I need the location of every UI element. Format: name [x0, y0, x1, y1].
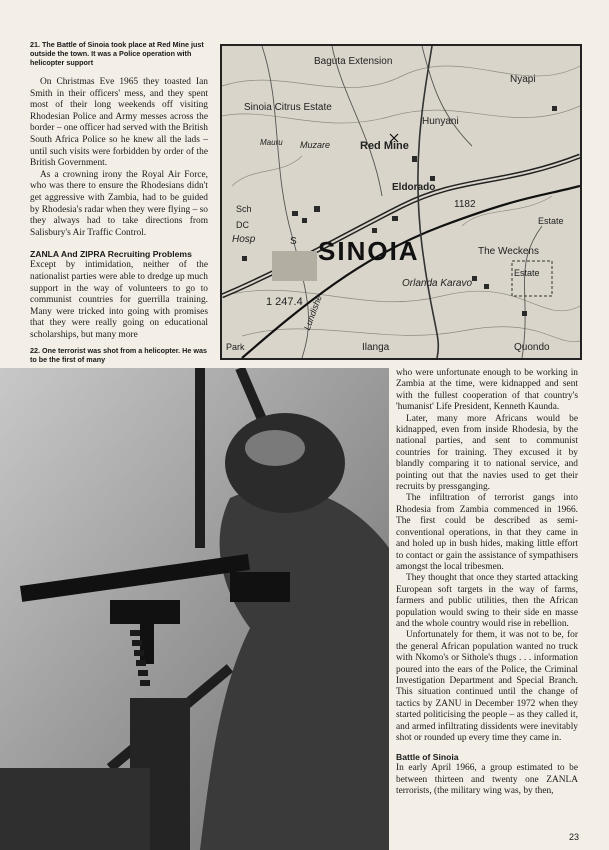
helicopter-gunner-photo [0, 368, 389, 850]
map-graphic [222, 46, 580, 358]
photo-graphic [0, 368, 389, 850]
label-mauru: Mauru [260, 138, 283, 147]
label-hosp: Hosp [232, 234, 256, 245]
label-dc: DC [236, 220, 249, 230]
label-hunyani: Hunyani [422, 116, 459, 127]
label-ilanga: Ilanga [362, 342, 390, 353]
left-paragraph-3: Except by intimidation, neither of the nationalist parties were able to dredge up much support in the way of volunteers to go to communist countries for guerrilla training. Many were tricked into going with promises that they were really going on educational scholarships, but many more [30, 260, 208, 340]
label-baguta: Baguta Extension [314, 56, 393, 67]
label-red-mine: Red Mine [360, 140, 409, 152]
map-caption: 21. The Battle of Sinoia took place at Red Mine just outside the town. It was a Police operation with helicopter support [30, 40, 204, 67]
label-orlanda: Orlanda Karavo [402, 278, 473, 289]
page-number: 23 [568, 832, 579, 842]
label-s: S [290, 236, 297, 247]
sinoia-map [220, 44, 582, 360]
right-column [396, 368, 578, 798]
label-nyapi: Nyapi [510, 74, 536, 85]
label-estate: Estate [538, 216, 564, 226]
left-column [30, 40, 208, 364]
right-paragraph-2: Later, many more Africans would be kidnapped, even from inside Rhodesia, by the national parties, and sent to communist countries for training. They excused it by blandly comparing it to national service, and pointing out that the navies used to get their recruits by pressganging. [396, 413, 578, 493]
label-quondo: Quondo [514, 342, 550, 353]
right-paragraph-3: The infiltration of terrorist gangs into Rhodesia from Zambia commenced in 1966. The first could be described as semi-conventional operations, in that they came in and holed up in bush hides, making little effort to contact or gain the assistance of sympathisers amongst the local tribesmen. [396, 493, 578, 572]
battle-heading: Battle of Sinoia [396, 752, 459, 763]
label-1182: 1182 [454, 199, 476, 210]
right-paragraph-5: Unfortunately for them, it was not to be, for the general African population wanted no truck with Nkomo's or Sithole's thugs . . . information poured into the ears of the Police, the Criminal Investigation Department and Special Branch. This situation continued until the change of tactics by ZANU in December 1972 when they started politicising the people – as they called it, and armed infiltrating dissidents were inevitably shot or rounded up every time they came in. [396, 630, 578, 743]
label-estate-2: Estate [514, 268, 540, 278]
right-paragraph-4: They thought that once they started attacking European soft targets in the way of farms, farmers and public utilities, then the African population would swing to their side en masse and the whole country would rise in rebellion. [396, 573, 578, 629]
recruiting-heading: ZANLA And ZIPRA Recruiting Problems [30, 249, 192, 260]
right-paragraph-6: In early April 1966, a group estimated to be between thirteen and twenty one ZANLA terrorists, (the military wing was, by then, [396, 763, 578, 797]
left-paragraph-2: As a crowning irony the Royal Air Force, who was there to ensure the Rhodesians didn't get aggressive with Zambia, had to be guided by Rhodesia's radar when they were flying – so they always had to take directions from Salisbury's Air Traffic Control. [30, 169, 208, 238]
label-weckens: The Weckens [478, 246, 539, 257]
label-sch: Sch [236, 204, 252, 214]
label-sinoia: SINOIA [318, 236, 420, 266]
label-eldorado: Eldorado [392, 182, 436, 193]
label-citrus: Sinoia Citrus Estate [244, 102, 332, 113]
label-muzare: Muzare [300, 140, 331, 150]
label-park: Park [226, 342, 245, 352]
right-paragraph-1: who were unfortunate enough to be working in Zambia at the time, were kidnapped and sent with the fullest cooperation of that country's 'humanist' Life President, Kenneth Kaunda. [396, 368, 578, 413]
photo-caption: 22. One terrorist was shot from a helicopter. He was to be the first of many [30, 346, 207, 365]
left-paragraph-1: On Christmas Eve 1965 they toasted Ian Smith in their officers' mess, and they spent most of their long weekends off visiting Rhodesian Police and Army messes across the border – one officer had served with the British South Africa Police so he knew all the lads – until such visits were forbidden by order of the British Government. [30, 77, 208, 169]
label-lundishe: Lundishe [302, 293, 324, 332]
label-1247: 1 247.4 [266, 296, 303, 308]
